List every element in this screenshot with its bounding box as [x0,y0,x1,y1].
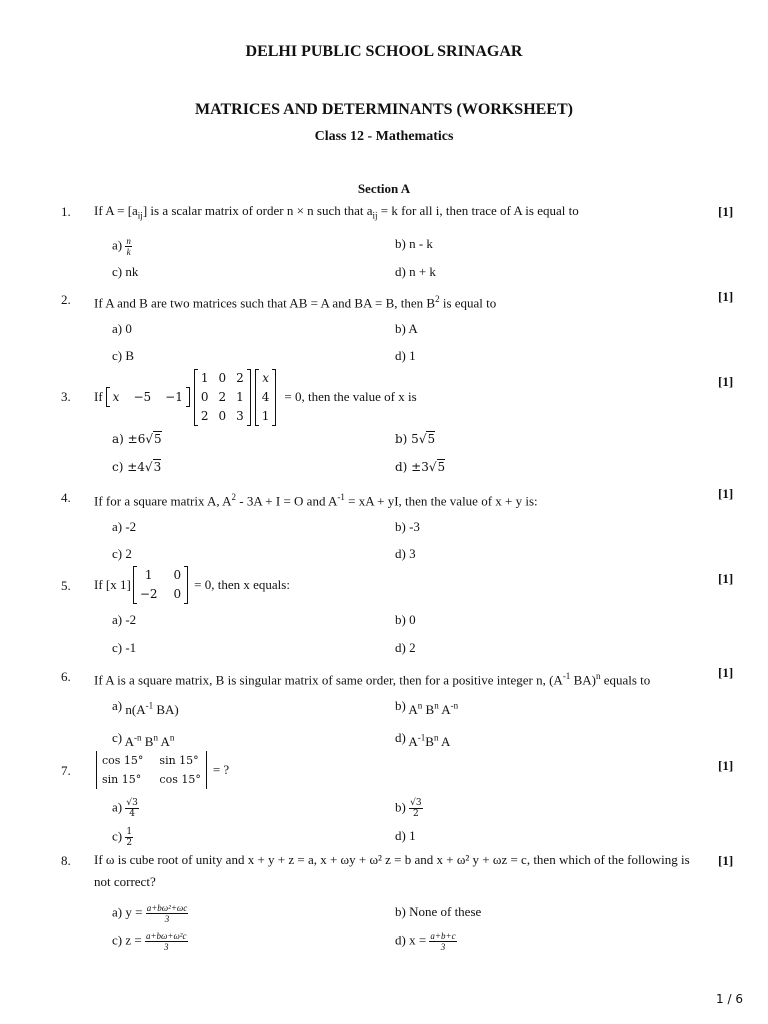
question-text: If ω is cube root of unity and x + y + z = a, x + ωy + ω² z = b and x + ω² y + ωz = c, then which of the following is not correct? [94,852,690,889]
option-c: c) B [112,348,135,363]
marks-label: [1] [718,486,734,501]
option-c: c) nk [112,264,139,279]
class-subtitle: Class 12 - Mathematics [314,129,454,144]
option-c: c) -1 [112,640,137,655]
marks-label: [1] [718,289,734,304]
matrix: 1 0 −2 0 [133,566,188,604]
square-matrix: 1 0 2 0 2 1 2 0 3 [194,369,251,426]
option-a: a) y = $\frac{\text{a+bω²+ωc}}{3}$ [112,903,188,924]
option-a: a) -2 [112,612,137,627]
option-d: d) $A^{-1}B^n$ A [395,730,451,750]
option-b: b) 0 [395,612,416,627]
page-indicator: 1 / 6 [716,992,743,1006]
option-d: d) n + k [395,264,436,279]
column-vector: x 4 1 [255,369,277,426]
option-c: c) $\frac{1}{2}$ [112,827,133,848]
question-text: cos 15° sin 15° sin 15° cos 15° = ? [94,751,229,789]
option-a: a) -2 [112,519,137,534]
option-a: a) 0 [112,321,132,336]
option-b: b) n - k [395,236,433,251]
question-text: If for a square matrix A, $A^2 - 3A + I = O$ and $A^{-1}$ = xA + yI, then the value of x + y is: [94,492,538,509]
option-d: d) 1 [395,348,416,363]
option-d: d) x = $\frac{a+b+c}{3}$ [395,931,456,952]
question-text: If x −5 −1 1 0 2 0 2 1 2 0 3 x 4 1 = 0, then the value of x is [94,369,417,425]
option-a: a) ±6√5 [112,432,162,446]
question-text: If A is a square matrix, B is singular matrix of same order, then for a positive integer n, ($A^{-1}$ BA)$^n$ equals to [94,671,651,688]
option-d: d) ±3√5 [395,460,446,474]
question-text: If A and B are two matrices such that AB = A and BA = B, then $B^2$ is equal to [94,294,497,311]
row-vector: x −5 −1 [106,387,190,407]
determinant: cos 15° sin 15° sin 15° cos 15° [94,751,209,789]
question-text: If $A = [a_{ij}]$ is a scalar matrix of order n × n such that $a_{ij} = k$ for all i, then trace of A is equal to [94,203,579,221]
option-b: b) -3 [395,519,420,534]
option-c: c) z = $\frac{\text{a+bω+ω²c}}{3}$ [112,931,187,952]
option-a: a) $\frac{√3}{4}$ [112,798,138,819]
section-heading: Section A [357,181,411,196]
option-c: c) $A^{-n}$ $B^n$ $A^n$ [112,730,175,750]
option-c: c) ±4√3 [112,460,162,474]
option-b: b) None of these [395,904,482,919]
option-a: a) $n(A^{-1}$ BA) [112,698,179,718]
option-b: b) 5√5 [395,432,436,446]
marks-label: [1] [718,758,734,773]
option-d: d) 2 [395,640,416,655]
marks-label: [1] [718,571,734,586]
school-name: DELHI PUBLIC SCHOOL SRINAGAR [245,43,523,60]
marks-label: [1] [718,374,734,389]
marks-label: [1] [718,204,734,219]
worksheet-title: MATRICES AND DETERMINANTS (WORKSHEET) [195,101,573,118]
option-b: b) $\frac{√3}{2}$ [395,798,422,819]
option-d: d) 3 [395,546,416,561]
option-a: a) $\frac{n}{k}$ [112,236,131,257]
option-b: b) $A^n$ $B^n$ $A^{-n}$ [395,698,459,718]
marks-label: [1] [718,853,734,868]
option-d: d) 1 [395,828,416,843]
marks-label: [1] [718,665,734,680]
option-b: b) A [395,321,418,336]
question-text: If [x 1] 1 0 −2 0 = 0, then x equals: [94,566,290,604]
option-c: c) 2 [112,546,132,561]
